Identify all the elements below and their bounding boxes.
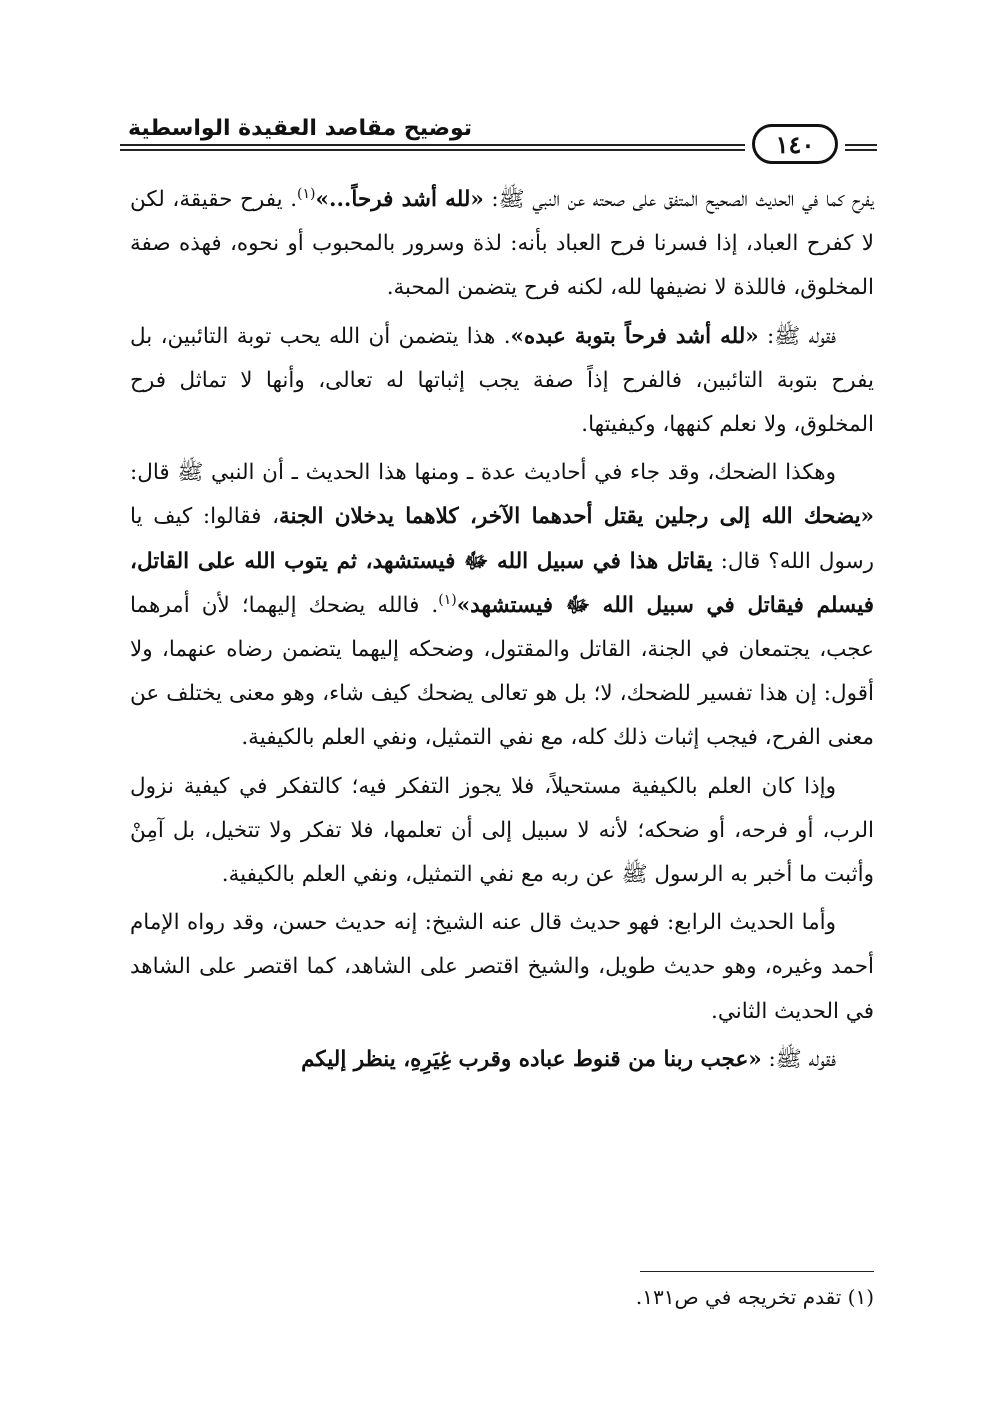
paragraph-3 <box>130 451 874 760</box>
book-title: توضيح مقاصد العقيدة الواسطية <box>128 116 473 141</box>
hadith-quote: «عجب ربنا من قنوط عباده وقرب غِيَرِهِ، ينظر إليكم <box>301 1046 762 1072</box>
text-run: . فالله يضحك إليهما؛ لأن أمرهما عجب، يجتمعان في الجنة، القاتل والمقتول، وضحكه إليهما يتضمن رضاه عنهما، ولا أقول: إن هذا تفسير للضحك، لا؛ بل هو تعالى يضحك كيف شاء، وهو معنى يختلف عن معنى الفرح، فيجب إثبات ذلك كله، مع نفي التمثيل، ونفي العلم بالكيفية. <box>130 592 874 751</box>
page-body <box>130 178 874 1082</box>
paragraph-5 <box>130 901 874 1034</box>
footnote-marker: (١) <box>438 591 457 608</box>
text-run: وأما الحديث الرابع: فهو حديث قال عنه الشيخ: إنه حديث حسن، وقد رواه الإمام أحمد وغيره، وهو حديث طويل، والشيخ اقتصر على الشاهد، كما اقتصر على الشاهد في الحديث الثاني. <box>130 910 874 1024</box>
running-header <box>120 118 877 168</box>
text-run: . يفرح حقيقة، لكن لا كفرح العباد، إذا فسرنا فرح العباد بأنه: لذة وسرور بالمحبوب أو نحوه، فهذه صفة المخلوق، فاللذة لا نضيفها لله، لكنه فرح يتضمن المحبة. <box>130 187 874 301</box>
hadith-quote: «لله أشد فرحاً بتوبة عبده» <box>510 323 759 349</box>
hadith-quote: يقاتل هذا في سبيل الله ﷻ فيستشهد، ثم يتوب الله على القاتل، فيسلم فيقاتل في سبيل الله ﷻ فيستشهد» <box>130 548 874 618</box>
text-run: فقوله ﷺ: <box>758 323 836 349</box>
paragraph-1 <box>130 178 874 311</box>
text-run: . هذا يتضمن أن الله يحب توبة التائبين، بل يفرح بتوبة التائبين، فالفرح إذاً صفة يجب إثباتها له تعالى، وأنها لا تماثل فرح المخلوق، ولا نعلم كنهها، وكيفيتها. <box>130 323 874 438</box>
text-run: يفرح كما في الحديث الصحيح المتفق على صحته عن النبي ﷺ: <box>483 187 874 212</box>
header-rule-left <box>120 144 745 151</box>
hadith-quote: «لله أشد فرحاً...» <box>315 187 484 212</box>
page-number: ١٤٠ <box>752 124 838 164</box>
hadith-quote: «يضحك الله إلى رجلين يقتل أحدهما الآخر، كلاهما يدخلان الجنة <box>279 504 874 530</box>
paragraph-4 <box>130 765 874 898</box>
header-rule-right <box>845 144 877 151</box>
text-run: ، فقالوا: كيف يا رسول الله؟ قال: <box>130 504 875 574</box>
footnote-separator <box>640 1271 874 1272</box>
text-run: وإذا كان العلم بالكيفية مستحيلاً، فلا يجوز التفكر فيه؛ كالتفكر في كيفية نزول الرب، أو فرحه، أو ضحكه؛ لأنه لا سبيل إلى أن تعلمها، فلا تفكر ولا تتخيل، بل آمِنْ وأثبت ما أخبر به الرسول ﷺ عن ربه مع نفي التمثيل، ونفي العلم بالكيفية. <box>130 773 874 888</box>
footnote-marker: (١) <box>297 185 316 202</box>
text-run: فقوله ﷺ: <box>761 1046 836 1072</box>
paragraph-6 <box>130 1038 874 1082</box>
text-run: وهكذا الضحك، وقد جاء في أحاديث عدة ـ ومنها هذا الحديث ـ أن النبي ﷺ قال: <box>130 460 836 486</box>
footnote: (١) تقدم تخريجه في ص١٣١. <box>635 1285 874 1309</box>
paragraph-2 <box>130 315 874 448</box>
